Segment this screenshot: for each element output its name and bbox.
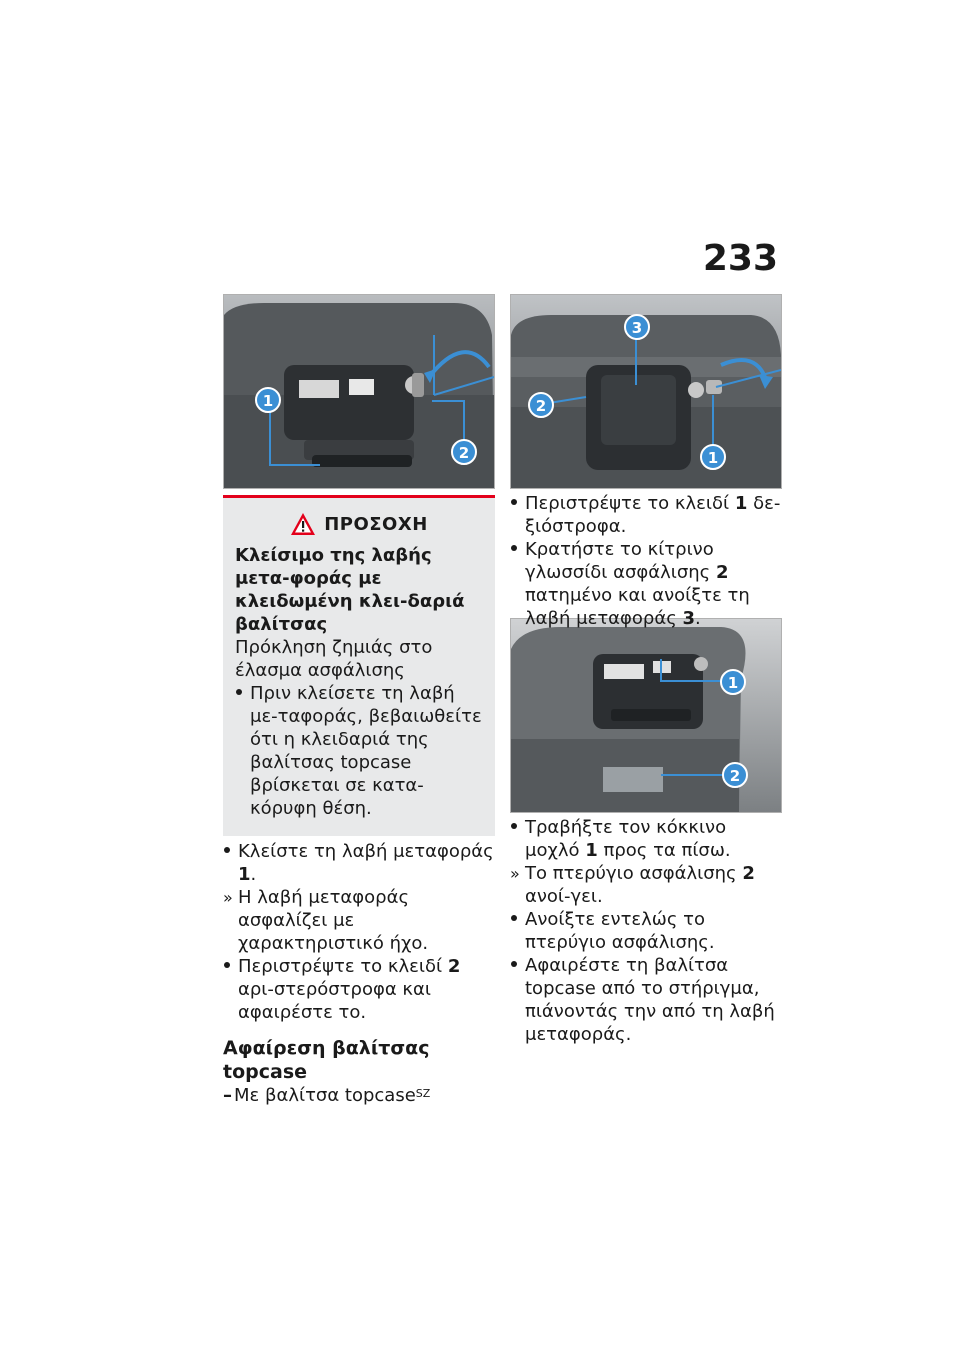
fig2-callout-1: 1 — [707, 449, 719, 467]
figure-1-illustration — [224, 295, 494, 488]
figure-3-illustration — [511, 619, 781, 812]
step-turn-key-clockwise: Περιστρέψτε το κλειδί 1 δε-ξιόστροφα. — [510, 492, 785, 538]
warning-bullet: Πριν κλείσετε τη λαβή με-ταφοράς, βεβαιωθείτε ότι η κλειδαριά της βαλίτσας topcase βρίσκεται σε κατα-κόρυφη θέση. — [235, 682, 483, 820]
step-close-handle: Κλείστε τη λαβή μεταφοράς 1. — [223, 840, 495, 886]
right-column-upper — [510, 492, 785, 630]
fig3-callout-2: 2 — [729, 767, 741, 785]
figure-remove-topcase — [510, 618, 782, 813]
fig1-callout-2: 2 — [458, 444, 470, 462]
warning-text: Πρόκληση ζημιάς στο έλασμα ασφάλισης — [235, 637, 433, 681]
fig2-callout-2: 2 — [535, 397, 547, 415]
step-remove-topcase: Αφαιρέστε τη βαλίτσα topcase από το στήριγμα, πιάνοντάς την από τη λαβή μεταφοράς. — [510, 954, 785, 1046]
fig2-callout-3: 3 — [631, 319, 643, 337]
figure-open-handle — [510, 294, 782, 489]
warning-heading: Κλείσιμο της λαβής μετα-φοράς με κλειδωμένη κλει-δαριά βαλίτσας — [235, 545, 465, 635]
warning-header — [235, 512, 483, 536]
section-title: Αφαίρεση βαλίτσας topcase — [223, 1037, 430, 1083]
bullet-icon — [235, 682, 250, 705]
result-arrow-icon: » — [223, 888, 233, 907]
result-flap-opens: » Το πτερύγιο ασφάλισης 2 ανοί-γει. — [510, 863, 755, 907]
step-turn-key: Περιστρέψτε το κλειδί 2 αρι-στερόστροφα και αφαιρέστε το. — [223, 955, 495, 1024]
fig3-callout-1: 1 — [727, 674, 739, 692]
bullet-icon — [510, 908, 525, 931]
option-tag: SZ — [415, 1087, 431, 1100]
result-arrow-icon: » — [510, 864, 520, 883]
right-column-lower — [510, 816, 785, 1046]
left-column — [223, 495, 495, 1107]
warning-triangle-icon — [290, 512, 316, 536]
section-condition: – Με βαλίτσα topcase$^{SZ}$ — [223, 1085, 431, 1106]
fig1-callout-1: 1 — [262, 392, 274, 410]
bullet-icon — [510, 492, 525, 515]
page-number: 233 — [702, 238, 778, 279]
figure-close-handle — [223, 294, 495, 489]
step-pull-red-lever: Τραβήξτε τον κόκκινο μοχλό 1 προς τα πίσω. — [510, 816, 785, 862]
bullet-icon — [223, 840, 238, 863]
bullet-icon — [510, 954, 525, 977]
step-open-flap: Ανοίξτε εντελώς το πτερύγιο ασφάλισης. — [510, 908, 785, 954]
bullet-icon — [223, 955, 238, 978]
bullet-icon — [510, 816, 525, 839]
step-hold-tab-open-handle: Κρατήστε το κίτρινο γλωσσίδι ασφάλισης 2 πατημένο και ανοίξτε τη λαβή μεταφοράς 3. — [510, 538, 785, 630]
bullet-icon — [510, 538, 525, 561]
warning-box — [223, 495, 495, 836]
result-handle-locks: » Η λαβή μεταφοράς ασφαλίζει με χαρακτηριστικό ήχο. — [223, 887, 429, 954]
figure-2-illustration — [511, 295, 781, 488]
warning-title: ΠΡΟΣΟΧΗ — [324, 513, 428, 535]
